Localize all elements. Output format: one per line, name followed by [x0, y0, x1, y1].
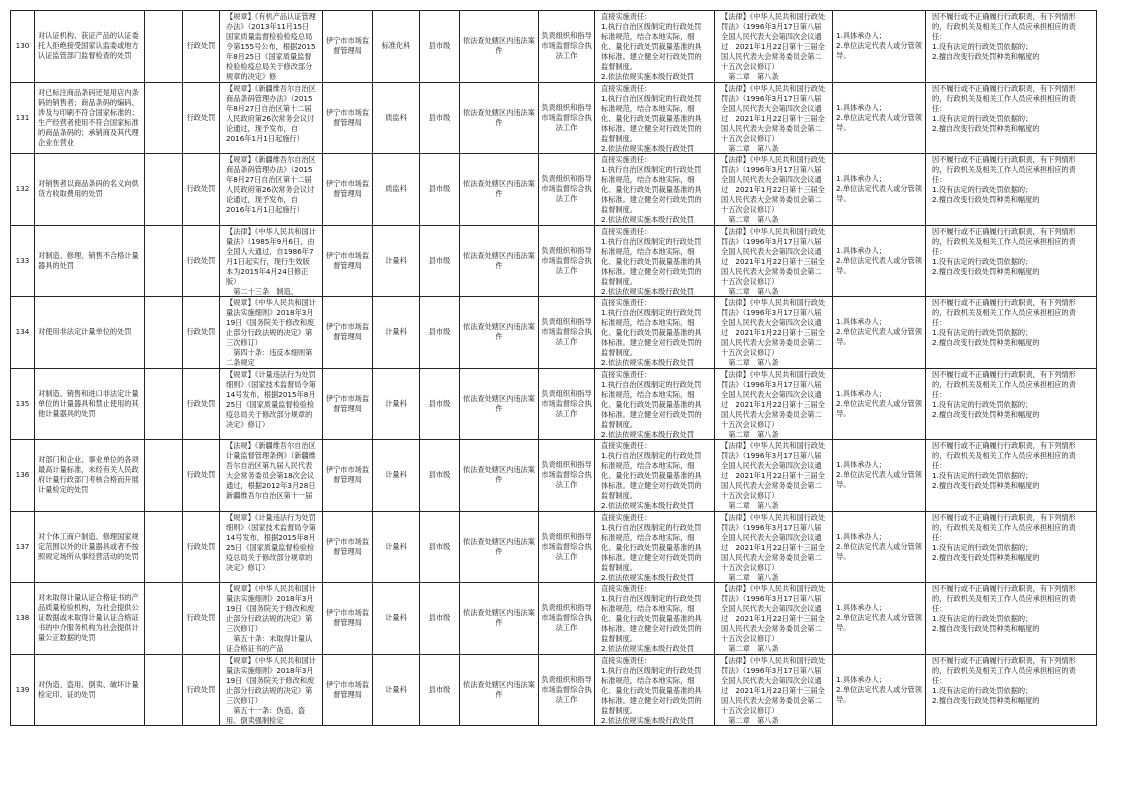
- office-cell-text: 质监科: [385, 112, 407, 122]
- office-cell: [373, 225, 420, 297]
- accountability-law-cell: [715, 511, 833, 583]
- legal-basis-cell: [220, 368, 323, 440]
- department-cell-text: 伊宁市市场监督管理局: [325, 322, 370, 342]
- power-type-cell-text: 行政处罚: [186, 184, 216, 194]
- department-cell: [323, 654, 373, 726]
- responsible-subject-cell: [833, 225, 926, 297]
- level-cell: [420, 368, 460, 440]
- power-type-cell: [183, 440, 220, 512]
- scope-cell-text: 依法查处辖区内违法案件: [463, 36, 535, 56]
- duty-cell: [595, 11, 715, 83]
- responsibility-cell-text: 负责组织和指导市场监督综合执法工作: [541, 531, 592, 561]
- table-row: [11, 583, 1097, 655]
- duty-cell-text: 直接实施责任： 1.执行自治区级制定的行政处罚标准规范，结合本地实际，细化、量化行政处罚裁量基准的具体标准。建立健全对行政处罚的监督制度。 2.依法依规实施本级行政处罚: [601, 512, 702, 582]
- item-name-cell: [35, 82, 145, 154]
- duty-cell: [595, 297, 715, 369]
- responsibility-cell: [539, 440, 595, 512]
- accountability-law-cell-text: 【法律】《中华人民共和国行政处罚法》（1996年3月17日第八届全国人民代表大会第四次会议通过 2021年1月22日第十三届全国人民代表大会常务委员会第二十五次会议修订） 第二章 第八条: [721, 655, 826, 725]
- office-cell-text: 计量科: [385, 541, 407, 551]
- accountability-law-cell: [715, 297, 833, 369]
- responsible-subject-cell: [833, 154, 926, 226]
- office-cell: [373, 583, 420, 655]
- responsible-subject-cell: [833, 583, 926, 655]
- liability-cell-text: 因不履行或不正确履行行政职责，有下列情形的，行政机关及相关工作人员应承担相应的责任： 1.没有法定的行政处罚依据的； 2.擅自改变行政处罚种类和幅度的: [932, 155, 1076, 204]
- item-name-cell-text: 对未取得计量认证合格证书的产品质量检验机构，为社会提供公证数据或未取得计量认证合格证书的中介服务机构为社会提供计量公正数据的处罚: [38, 593, 139, 643]
- responsibility-cell: [539, 11, 595, 83]
- empty-cell: [145, 440, 183, 512]
- power-type-cell-text: 行政处罚: [186, 613, 216, 623]
- item-name-cell-text: 对销售者以商品条码的名义向供货方收取费用的处罚: [38, 179, 139, 199]
- duty-cell: [595, 511, 715, 583]
- responsible-subject-cell: [833, 511, 926, 583]
- level-cell-text: 县市级: [428, 184, 451, 194]
- liability-cell-text: 因不履行或不正确履行行政职责，有下列情形的，行政机关及相关工作人员应承担相应的责任： 1.没有法定的行政处罚依据的； 2.擅自改变行政处罚种类和幅度的: [932, 226, 1076, 276]
- row-number: [11, 154, 35, 226]
- level-cell-text: 县市级: [428, 327, 451, 337]
- row-number-text: 130: [15, 41, 30, 51]
- scope-cell: [460, 225, 539, 297]
- department-cell-text: 伊宁市市场监督管理局: [325, 608, 370, 628]
- level-cell: [420, 583, 460, 655]
- empty-cell: [145, 225, 183, 297]
- liability-cell-text: 因不履行或不正确履行行政职责，有下列情形的，行政机关及相关工作人员应承担相应的责任： 1.没有法定的行政处罚依据的； 2.擅自改变行政处罚种类和幅度的: [932, 12, 1076, 61]
- legal-basis-cell: [220, 154, 323, 226]
- legal-basis-cell-text: 【法规】《新疆维吾尔自治区计量监督管理条例》（新疆维吾尔自治区第九届人民代表大会常务委员会第18次会议通过，根据2012年3月28日新疆维吾尔自治区第十一届: [226, 441, 316, 500]
- table-row: [11, 82, 1097, 154]
- level-cell: [420, 11, 460, 83]
- responsible-subject-cell-text: 1.具体承办人； 2.单位法定代表人或分管领导。: [836, 174, 922, 204]
- item-name-cell-text: 对制造、修理、销售不合格计量器具的处罚: [38, 250, 139, 270]
- table-row: [11, 297, 1097, 369]
- power-type-cell: [183, 297, 220, 369]
- responsibility-cell: [539, 511, 595, 583]
- accountability-law-cell-text: 【法律】《中华人民共和国行政处罚法》（1996年3月17日第八届全国人民代表大会第四次会议通过 2021年1月22日第十三届全国人民代表大会常务委员会第二十五次会议修订） 第二章 第八条: [721, 512, 826, 582]
- responsibility-cell: [539, 368, 595, 440]
- department-cell: [323, 583, 373, 655]
- duty-cell: [595, 440, 715, 512]
- power-type-cell: [183, 654, 220, 726]
- department-cell-text: 伊宁市市场监督管理局: [325, 679, 370, 699]
- office-cell-text: 标准化科: [381, 41, 411, 51]
- scope-cell: [460, 82, 539, 154]
- accountability-law-cell: [715, 654, 833, 726]
- row-number-text: 133: [15, 255, 30, 265]
- responsible-subject-cell-text: 1.具体承办人； 2.单位法定代表人或分管领导。: [836, 460, 922, 490]
- liability-cell-text: 因不履行或不正确履行行政职责，有下列情形的，行政机关及相关工作人员应承担相应的责任： 1.没有法定的行政处罚依据的； 2.擅自改变行政处罚种类和幅度的: [932, 298, 1076, 347]
- department-cell: [323, 297, 373, 369]
- duty-cell: [595, 82, 715, 154]
- responsibility-cell-text: 负责组织和指导市场监督综合执法工作: [541, 317, 592, 347]
- scope-cell-text: 依法查处辖区内违法案件: [463, 393, 535, 413]
- scope-cell-text: 依法查处辖区内违法案件: [463, 107, 535, 127]
- responsibility-cell: [539, 154, 595, 226]
- office-cell-text: 计量科: [385, 684, 407, 694]
- scope-cell-text: 依法查处辖区内违法案件: [463, 608, 535, 628]
- responsible-subject-cell-text: 1.具体承办人； 2.单位法定代表人或分管领导。: [836, 245, 922, 275]
- accountability-law-cell: [715, 11, 833, 83]
- legal-basis-cell: [220, 440, 323, 512]
- responsible-subject-cell-text: 1.具体承办人； 2.单位法定代表人或分管领导。: [836, 388, 922, 418]
- accountability-law-cell-text: 【法律】《中华人民共和国行政处罚法》（1996年3月17日第八届全国人民代表大会第四次会议通过 2021年1月22日第十三届全国人民代表大会常务委员会第二十五次会议修订） 第二章 第八条: [721, 226, 826, 296]
- legal-basis-cell: [220, 11, 323, 83]
- row-number: [11, 297, 35, 369]
- office-cell: [373, 440, 420, 512]
- department-cell-text: 伊宁市市场监督管理局: [325, 107, 370, 127]
- liability-cell: [926, 511, 1097, 583]
- item-name-cell-text: 对认证机构、获证产品的认证委托人拒绝接受国家认监委或地方认证监管部门监督检查的处罚: [38, 31, 139, 61]
- legal-basis-cell: [220, 225, 323, 297]
- power-type-cell-text: 行政处罚: [186, 112, 216, 122]
- responsible-subject-cell: [833, 368, 926, 440]
- empty-cell: [145, 297, 183, 369]
- responsibility-cell: [539, 583, 595, 655]
- accountability-law-cell: [715, 440, 833, 512]
- liability-cell: [926, 82, 1097, 154]
- duty-cell-text: 直接实施责任： 1.执行自治区级制定的行政处罚标准规范，结合本地实际，细化、量化行政处罚裁量基准的具体标准。建立健全对行政处罚的监督制度。 2.依法依规实施本级行政处罚: [601, 155, 702, 224]
- scope-cell-text: 依法查处辖区内违法案件: [463, 250, 535, 270]
- scope-cell: [460, 11, 539, 83]
- office-cell: [373, 11, 420, 83]
- level-cell: [420, 82, 460, 154]
- department-cell-text: 伊宁市市场监督管理局: [325, 536, 370, 556]
- legal-basis-cell-text: 【规章】《新疆维吾尔自治区商品条码管理办法》（2015年8月27日自治区第十二届人民政府第26次常务会议讨论通过，现予发布，自2016年1月1日起施行）: [226, 155, 316, 214]
- liability-cell: [926, 154, 1097, 226]
- row-number: [11, 654, 35, 726]
- power-type-cell-text: 行政处罚: [186, 327, 216, 337]
- legal-basis-cell: [220, 297, 323, 369]
- level-cell: [420, 225, 460, 297]
- responsible-subject-cell: [833, 440, 926, 512]
- table-row: [11, 225, 1097, 297]
- responsible-subject-cell-text: 1.具体承办人； 2.单位法定代表人或分管领导。: [836, 674, 922, 704]
- power-type-cell-text: 行政处罚: [186, 541, 216, 551]
- department-cell-text: 伊宁市市场监督管理局: [325, 179, 370, 199]
- department-cell: [323, 11, 373, 83]
- responsibility-cell: [539, 82, 595, 154]
- level-cell: [420, 154, 460, 226]
- level-cell: [420, 297, 460, 369]
- department-cell-text: 伊宁市市场监督管理局: [325, 393, 370, 413]
- duty-cell-text: 直接实施责任： 1.执行自治区级制定的行政处罚标准规范，结合本地实际，细化、量化行政处罚裁量基准的具体标准。建立健全对行政处罚的监督制度。 2.依法依规实施本级行政处罚: [601, 83, 702, 153]
- department-cell-text: 伊宁市市场监督管理局: [325, 465, 370, 485]
- office-cell-text: 计量科: [385, 613, 407, 623]
- department-cell-text: 伊宁市市场监督管理局: [325, 250, 370, 270]
- item-name-cell: [35, 154, 145, 226]
- department-cell-text: 伊宁市市场监督管理局: [325, 36, 370, 56]
- legal-basis-cell-text: 【规章】《中华人民共和国计量法实施细则》2018年3月19日《国务院关于修改和废止部分行政法规的决定》第三次修订） 第四十条：违反本细则第二条规定: [226, 298, 316, 367]
- power-type-cell-text: 行政处罚: [186, 255, 216, 265]
- level-cell-text: 县市级: [428, 613, 451, 623]
- duty-cell: [595, 154, 715, 226]
- department-cell: [323, 154, 373, 226]
- empty-cell: [145, 11, 183, 83]
- duty-cell-text: 直接实施责任： 1.执行自治区级制定的行政处罚标准规范，结合本地实际，细化、量化行政处罚裁量基准的具体标准。建立健全对行政处罚的监督制度。 2.依法依规实施本级行政处罚: [601, 441, 702, 510]
- legal-basis-cell: [220, 82, 323, 154]
- responsible-subject-cell-text: 1.具体承办人； 2.单位法定代表人或分管领导。: [836, 603, 922, 633]
- scope-cell: [460, 440, 539, 512]
- duty-cell: [595, 225, 715, 297]
- legal-basis-cell-text: 【规章】《中华人民共和国计量法实施细则》2018年3月19日《国务院关于修改和废止部分行政法规的决定》第三次修订） 第五十一条：伪造、盗用、倒卖强制检定: [226, 655, 316, 725]
- empty-cell: [145, 654, 183, 726]
- level-cell-text: 县市级: [428, 684, 451, 694]
- office-cell: [373, 82, 420, 154]
- responsible-subject-cell-text: 1.具体承办人； 2.单位法定代表人或分管领导。: [836, 102, 922, 132]
- office-cell: [373, 654, 420, 726]
- department-cell: [323, 440, 373, 512]
- liability-cell-text: 因不履行或不正确履行行政职责，有下列情形的，行政机关及相关工作人员应承担相应的责任： 1.没有法定的行政处罚依据的； 2.擅自改变行政处罚种类和幅度的: [932, 512, 1076, 562]
- item-name-cell: [35, 583, 145, 655]
- level-cell: [420, 511, 460, 583]
- legal-basis-cell-text: 【法律】《中华人民共和国计量法》（1985年9月6日，由全国人大通过，自1986年7月1日起实行，现行生效版本为2015年4月24日修正版） 第二十三条 制造、: [226, 226, 316, 296]
- row-number: [11, 583, 35, 655]
- duty-cell-text: 直接实施责任： 1.执行自治区级制定的行政处罚标准规范，结合本地实际，细化、量化行政处罚裁量基准的具体标准。建立健全对行政处罚的监督制度。 2.依法依规实施本级行政处罚: [601, 226, 702, 296]
- duty-cell-text: 直接实施责任： 1.执行自治区级制定的行政处罚标准规范，结合本地实际，细化、量化行政处罚裁量基准的具体标准。建立健全对行政处罚的监督制度。 2.依法依规实施本级行政处罚: [601, 655, 702, 725]
- row-number: [11, 82, 35, 154]
- department-cell: [323, 368, 373, 440]
- accountability-law-cell-text: 【法律】《中华人民共和国行政处罚法》（1996年3月17日第八届全国人民代表大会第四次会议通过 2021年1月22日第十三届全国人民代表大会常务委员会第二十五次会议修订） 第二章 第八条: [721, 298, 826, 367]
- scope-cell: [460, 511, 539, 583]
- accountability-law-cell-text: 【法律】《中华人民共和国行政处罚法》（1996年3月17日第八届全国人民代表大会第四次会议通过 2021年1月22日第十三届全国人民代表大会常务委员会第二十五次会议修订） 第二章 第八条: [721, 369, 826, 439]
- level-cell: [420, 654, 460, 726]
- accountability-law-cell: [715, 82, 833, 154]
- scope-cell-text: 依法查处辖区内违法案件: [463, 679, 535, 699]
- row-number-text: 137: [15, 541, 30, 551]
- office-cell-text: 计量科: [385, 255, 407, 265]
- scope-cell: [460, 654, 539, 726]
- item-name-cell: [35, 368, 145, 440]
- legal-basis-cell: [220, 583, 323, 655]
- department-cell: [323, 511, 373, 583]
- power-type-cell-text: 行政处罚: [186, 470, 216, 480]
- row-number: [11, 225, 35, 297]
- level-cell-text: 县市级: [428, 255, 451, 265]
- scope-cell: [460, 368, 539, 440]
- office-cell-text: 计量科: [385, 327, 407, 337]
- responsibility-cell-text: 负责组织和指导市场监督综合执法工作: [541, 174, 592, 204]
- department-cell: [323, 225, 373, 297]
- scope-cell-text: 依法查处辖区内违法案件: [463, 465, 535, 485]
- scope-cell-text: 依法查处辖区内违法案件: [463, 179, 535, 199]
- legal-basis-cell-text: 【规章】《有机产品认证管理办法》（2013年11月15日国家质量监督检验检疫总局令第155号公布，根据2015年8月25日《国家质量监督检验检疫总局关于修改部分规章的决定》修: [226, 12, 316, 81]
- duty-cell: [595, 654, 715, 726]
- item-name-cell: [35, 440, 145, 512]
- power-type-cell: [183, 368, 220, 440]
- accountability-law-cell: [715, 368, 833, 440]
- duty-cell: [595, 368, 715, 440]
- liability-cell-text: 因不履行或不正确履行行政职责，有下列情形的，行政机关及相关工作人员应承担相应的责任： 1.没有法定的行政处罚依据的； 2.擅自改变行政处罚种类和幅度的: [932, 441, 1076, 490]
- item-name-cell-text: 对使用非法定计量单位的处罚: [38, 327, 132, 337]
- legal-basis-cell-text: 【规章】《计量违法行为处罚细则》（国家技术监督局令第14号发布，根据2015年8月25日《国家质量监督检验检疫总局关于修改部分规章的决定》修订）: [226, 369, 316, 429]
- table-row: [11, 154, 1097, 226]
- row-number-text: 139: [15, 684, 30, 694]
- responsible-subject-cell: [833, 654, 926, 726]
- accountability-law-cell: [715, 154, 833, 226]
- accountability-law-cell: [715, 225, 833, 297]
- row-number: [11, 511, 35, 583]
- responsibility-cell-text: 负责组织和指导市场监督综合执法工作: [541, 674, 592, 704]
- liability-cell: [926, 225, 1097, 297]
- office-cell: [373, 368, 420, 440]
- responsibility-cell: [539, 297, 595, 369]
- power-type-cell: [183, 11, 220, 83]
- liability-cell-text: 因不履行或不正确履行行政职责，有下列情形的，行政机关及相关工作人员应承担相应的责任： 1.没有法定的行政处罚依据的； 2.擅自改变行政处罚种类和幅度的: [932, 83, 1076, 133]
- legal-basis-cell-text: 【规章】《中华人民共和国计量法实施细则》2018年3月19日《国务院关于修改和废止部分行政法规的决定》第三次修订） 第五十条：未取得计量认证合格证书的产品: [226, 584, 316, 653]
- liability-cell-text: 因不履行或不正确履行行政职责，有下列情形的，行政机关及相关工作人员应承担相应的责任： 1.没有法定的行政处罚依据的； 2.擅自改变行政处罚种类和幅度的: [932, 584, 1076, 633]
- scope-cell: [460, 154, 539, 226]
- responsible-subject-cell-text: 1.具体承办人； 2.单位法定代表人或分管领导。: [836, 531, 922, 561]
- level-cell: [420, 440, 460, 512]
- accountability-law-cell-text: 【法律】《中华人民共和国行政处罚法》（1996年3月17日第八届全国人民代表大会第四次会议通过 2021年1月22日第十三届全国人民代表大会常务委员会第二十五次会议修订） 第二章 第八条: [721, 83, 826, 153]
- legal-basis-cell: [220, 511, 323, 583]
- accountability-law-cell-text: 【法律】《中华人民共和国行政处罚法》（1996年3月17日第八届全国人民代表大会第四次会议通过 2021年1月22日第十三届全国人民代表大会常务委员会第二十五次会议修订） 第二章 第八条: [721, 12, 826, 81]
- responsible-subject-cell: [833, 297, 926, 369]
- responsible-subject-cell-text: 1.具体承办人； 2.单位法定代表人或分管领导。: [836, 317, 922, 347]
- row-number: [11, 11, 35, 83]
- office-cell-text: 质监科: [385, 184, 407, 194]
- accountability-law-cell-text: 【法律】《中华人民共和国行政处罚法》（1996年3月17日第八届全国人民代表大会第四次会议通过 2021年1月22日第十三届全国人民代表大会常务委员会第二十五次会议修订） 第二章 第八条: [721, 155, 826, 224]
- item-name-cell-text: 对部门和企业、事业单位的各项最高计量标准，未经有关人民政府计量行政部门考核合格而开展计量检定的处罚: [38, 455, 139, 495]
- row-number-text: 136: [15, 470, 30, 480]
- scope-cell: [460, 583, 539, 655]
- liability-cell: [926, 297, 1097, 369]
- row-number-text: 131: [15, 112, 30, 122]
- power-type-cell: [183, 511, 220, 583]
- row-number-text: 138: [15, 613, 30, 623]
- power-list-table: [10, 10, 1097, 726]
- empty-cell: [145, 583, 183, 655]
- duty-cell-text: 直接实施责任： 1.执行自治区级制定的行政处罚标准规范，结合本地实际，细化、量化行政处罚裁量基准的具体标准。建立健全对行政处罚的监督制度。 2.依法依规实施本级行政处罚: [601, 298, 702, 367]
- power-type-cell-text: 行政处罚: [186, 684, 216, 694]
- scope-cell: [460, 297, 539, 369]
- legal-basis-cell-text: 【规章】《计量违法行为处罚细则》（国家技术监督局令第14号发布，根据2015年8月25日《国家质量监督检验检疫总局关于修改部分规章的决定》修订）: [226, 512, 316, 572]
- table-row: [11, 11, 1097, 83]
- duty-cell-text: 直接实施责任： 1.执行自治区级制定的行政处罚标准规范，结合本地实际，细化、量化行政处罚裁量基准的具体标准。建立健全对行政处罚的监督制度。 2.依法依规实施本级行政处罚: [601, 369, 702, 439]
- responsibility-cell-text: 负责组织和指导市场监督综合执法工作: [541, 31, 592, 61]
- table-row: [11, 440, 1097, 512]
- row-number: [11, 440, 35, 512]
- office-cell: [373, 297, 420, 369]
- item-name-cell: [35, 654, 145, 726]
- item-name-cell-text: 对已标注商品条码还是用店内条码的销售者；商品条码的编码、涉及与印刷不符合国家标准的；生产经营者使用不符合国家标准的商品条码的；承销商及其代理企业在营业: [38, 87, 139, 147]
- empty-cell: [145, 154, 183, 226]
- office-cell: [373, 154, 420, 226]
- level-cell-text: 县市级: [428, 541, 451, 551]
- item-name-cell: [35, 225, 145, 297]
- responsibility-cell: [539, 225, 595, 297]
- power-type-cell: [183, 583, 220, 655]
- office-cell: [373, 511, 420, 583]
- table-body: [11, 11, 1097, 726]
- item-name-cell-text: 对个体工商户制造、修理国家规定范围以外的计量器具或者不按照规定场所从事经营活动的处罚: [38, 531, 139, 561]
- liability-cell: [926, 11, 1097, 83]
- liability-cell-text: 因不履行或不正确履行行政职责，有下列情形的，行政机关及相关工作人员应承担相应的责任： 1.没有法定的行政处罚依据的； 2.擅自改变行政处罚种类和幅度的: [932, 655, 1076, 705]
- table-row: [11, 654, 1097, 726]
- item-name-cell: [35, 11, 145, 83]
- power-type-cell: [183, 154, 220, 226]
- scope-cell-text: 依法查处辖区内违法案件: [463, 536, 535, 556]
- department-cell: [323, 82, 373, 154]
- accountability-law-cell-text: 【法律】《中华人民共和国行政处罚法》（1996年3月17日第八届全国人民代表大会第四次会议通过 2021年1月22日第十三届全国人民代表大会常务委员会第二十五次会议修订） 第二章 第八条: [721, 584, 826, 653]
- office-cell-text: 计量科: [385, 398, 407, 408]
- accountability-law-cell: [715, 583, 833, 655]
- responsible-subject-cell-text: 1.具体承办人； 2.单位法定代表人或分管领导。: [836, 31, 922, 61]
- liability-cell: [926, 440, 1097, 512]
- power-type-cell-text: 行政处罚: [186, 41, 216, 51]
- item-name-cell: [35, 297, 145, 369]
- liability-cell: [926, 583, 1097, 655]
- responsibility-cell: [539, 654, 595, 726]
- level-cell-text: 县市级: [428, 41, 451, 51]
- liability-cell: [926, 654, 1097, 726]
- level-cell-text: 县市级: [428, 398, 451, 408]
- scope-cell-text: 依法查处辖区内违法案件: [463, 322, 535, 342]
- power-type-cell-text: 行政处罚: [186, 398, 216, 408]
- responsibility-cell-text: 负责组织和指导市场监督综合执法工作: [541, 388, 592, 418]
- legal-basis-cell: [220, 654, 323, 726]
- item-name-cell-text: 对伪造、盗用、倒卖、破坏计量检定印、证的处罚: [38, 679, 139, 699]
- empty-cell: [145, 511, 183, 583]
- item-name-cell: [35, 511, 145, 583]
- responsibility-cell-text: 负责组织和指导市场监督综合执法工作: [541, 245, 592, 275]
- table-row: [11, 368, 1097, 440]
- responsibility-cell-text: 负责组织和指导市场监督综合执法工作: [541, 102, 592, 132]
- power-type-cell: [183, 82, 220, 154]
- power-type-cell: [183, 225, 220, 297]
- row-number-text: 132: [15, 184, 30, 194]
- liability-cell-text: 因不履行或不正确履行行政职责，有下列情形的，行政机关及相关工作人员应承担相应的责任： 1.没有法定的行政处罚依据的； 2.擅自改变行政处罚种类和幅度的: [932, 369, 1076, 419]
- duty-cell: [595, 583, 715, 655]
- liability-cell: [926, 368, 1097, 440]
- empty-cell: [145, 368, 183, 440]
- table-row: [11, 511, 1097, 583]
- responsible-subject-cell: [833, 11, 926, 83]
- legal-basis-cell-text: 【规章】《新疆维吾尔自治区商品条码管理办法》（2015年8月27日自治区第十二届人民政府第26次常务会议讨论通过，现予发布，自2016年1月1日起施行）: [226, 83, 316, 143]
- row-number-text: 134: [15, 327, 30, 337]
- responsibility-cell-text: 负责组织和指导市场监督综合执法工作: [541, 460, 592, 490]
- responsibility-cell-text: 负责组织和指导市场监督综合执法工作: [541, 603, 592, 633]
- responsible-subject-cell: [833, 82, 926, 154]
- row-number: [11, 368, 35, 440]
- accountability-law-cell-text: 【法律】《中华人民共和国行政处罚法》（1996年3月17日第八届全国人民代表大会第四次会议通过 2021年1月22日第十三届全国人民代表大会常务委员会第二十五次会议修订） 第二章 第八条: [721, 441, 826, 510]
- duty-cell-text: 直接实施责任： 1.执行自治区级制定的行政处罚标准规范，结合本地实际，细化、量化行政处罚裁量基准的具体标准。建立健全对行政处罚的监督制度。 2.依法依规实施本级行政处罚: [601, 12, 702, 81]
- office-cell-text: 计量科: [385, 470, 407, 480]
- empty-cell: [145, 82, 183, 154]
- level-cell-text: 县市级: [428, 112, 451, 122]
- row-number-text: 135: [15, 398, 30, 408]
- duty-cell-text: 直接实施责任： 1.执行自治区级制定的行政处罚标准规范，结合本地实际，细化、量化行政处罚裁量基准的具体标准。建立健全对行政处罚的监督制度。 2.依法依规实施本级行政处罚: [601, 584, 702, 653]
- level-cell-text: 县市级: [428, 470, 451, 480]
- item-name-cell-text: 对制造、销售和进口非法定计量单位的计量器具和禁止使用的其他计量器具的处罚: [38, 388, 139, 418]
